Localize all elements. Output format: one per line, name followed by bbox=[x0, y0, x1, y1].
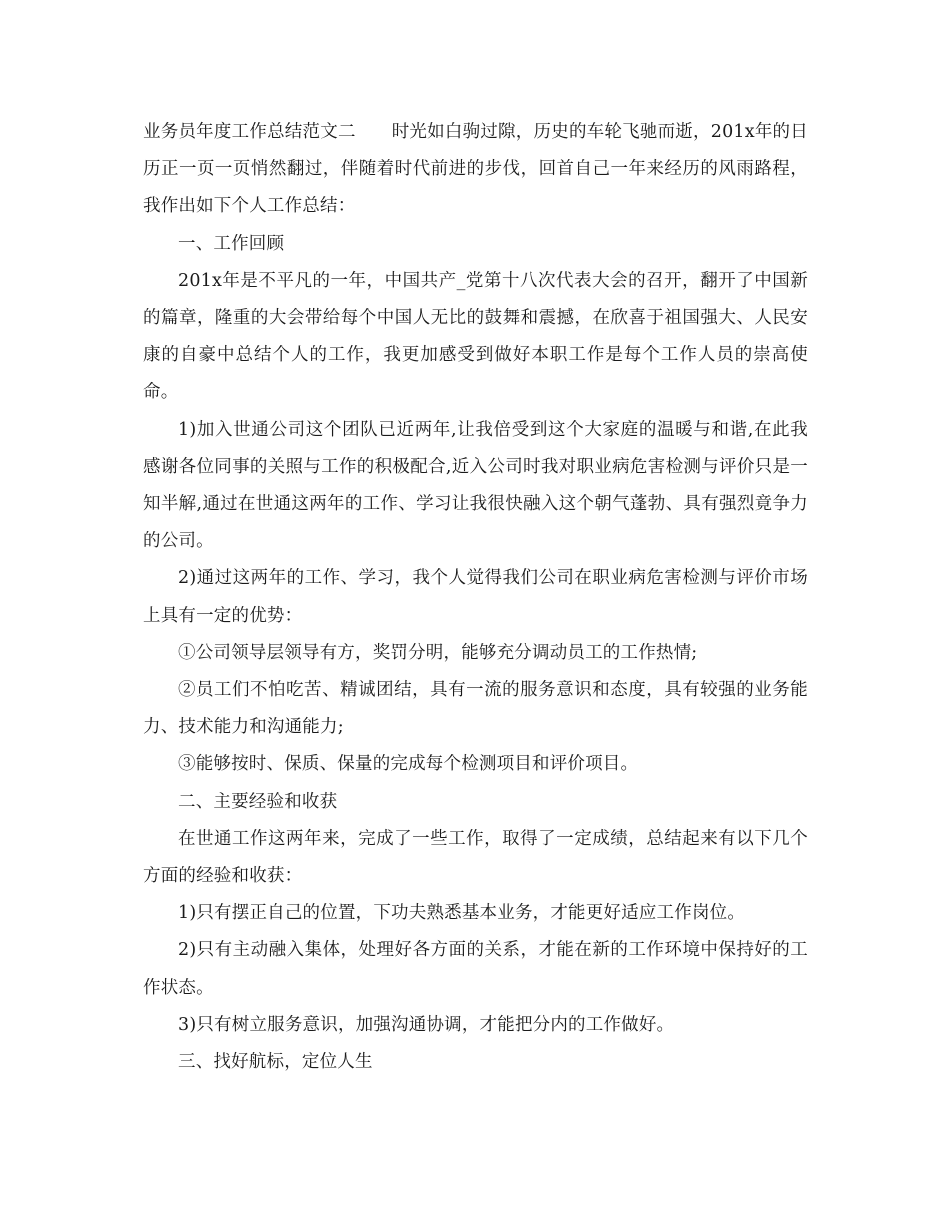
document-body bbox=[143, 114, 808, 1081]
list-item: 1)只有摆正自己的位置，下功夫熟悉基本业务，才能更好适应工作岗位。 bbox=[178, 903, 746, 924]
paragraph: 1)加入世通公司这个团队已近两年,让我倍受到这个大家庭的温暖与和谐,在此我感谢各位同事的关照与工作的积极配合,近入公司时我对职业病危害检测与评价只是一知半解,通过在世通这两年的工作、学习让我很快融入这个朝气蓬勃、具有强烈竟争力的公司。 bbox=[143, 419, 808, 552]
list-item: 3)只有树立服务意识，加强沟通协调，才能把分内的工作做好。 bbox=[178, 1014, 675, 1035]
list-item: ①公司领导层领导有方，奖罚分明，能够充分调动员工的工作热情; bbox=[178, 642, 698, 663]
list-item: ③能够按时、保质、保量的完成每个检测项目和评价项目。 bbox=[178, 754, 639, 775]
list-item: 2)只有主动融入集体，处理好各方面的关系，才能在新的工作环境中保持好的工作状态。 bbox=[143, 940, 808, 998]
section-heading: 一、工作回顾 bbox=[178, 233, 285, 254]
paragraph: 201x年是不平凡的一年，中国共产_党第十八次代表大会的召开，翻开了中国新的篇章，隆重的大会带给每个中国人无比的鼓舞和震撼，在欣喜于祖国强大、人民安康的自豪中总结个人的工作，我更加感受到做好本职工作是每个工作人员的崇高使命。 bbox=[143, 270, 808, 403]
document-title: 业务员年度工作总结范文二 bbox=[143, 122, 356, 142]
section-heading: 三、找好航标，定位人生 bbox=[178, 1052, 373, 1073]
paragraph-text: 时光如白驹过隙，历史的车轮飞驰而逝，201x年的日历正一页一页悄然翻过，伴随着时代前进的步伐，回首自己一年来经历的风雨路程，我作出如下个人工作总结： bbox=[143, 122, 808, 217]
paragraph: 2)通过这两年的工作、学习，我个人觉得我们公司在职业病危害检测与评价市场上具有一定的优势： bbox=[143, 568, 808, 626]
intro-paragraph bbox=[143, 114, 808, 226]
paragraph: 在世通工作这两年来，完成了一些工作，取得了一定成绩，总结起来有以下几个方面的经验和收获： bbox=[143, 828, 808, 887]
list-item: ②员工们不怕吃苦、精诚团结，具有一流的服务意识和态度，具有较强的业务能力、技术能力和沟通能力; bbox=[143, 680, 808, 738]
section-heading: 二、主要经验和收获 bbox=[178, 791, 338, 812]
